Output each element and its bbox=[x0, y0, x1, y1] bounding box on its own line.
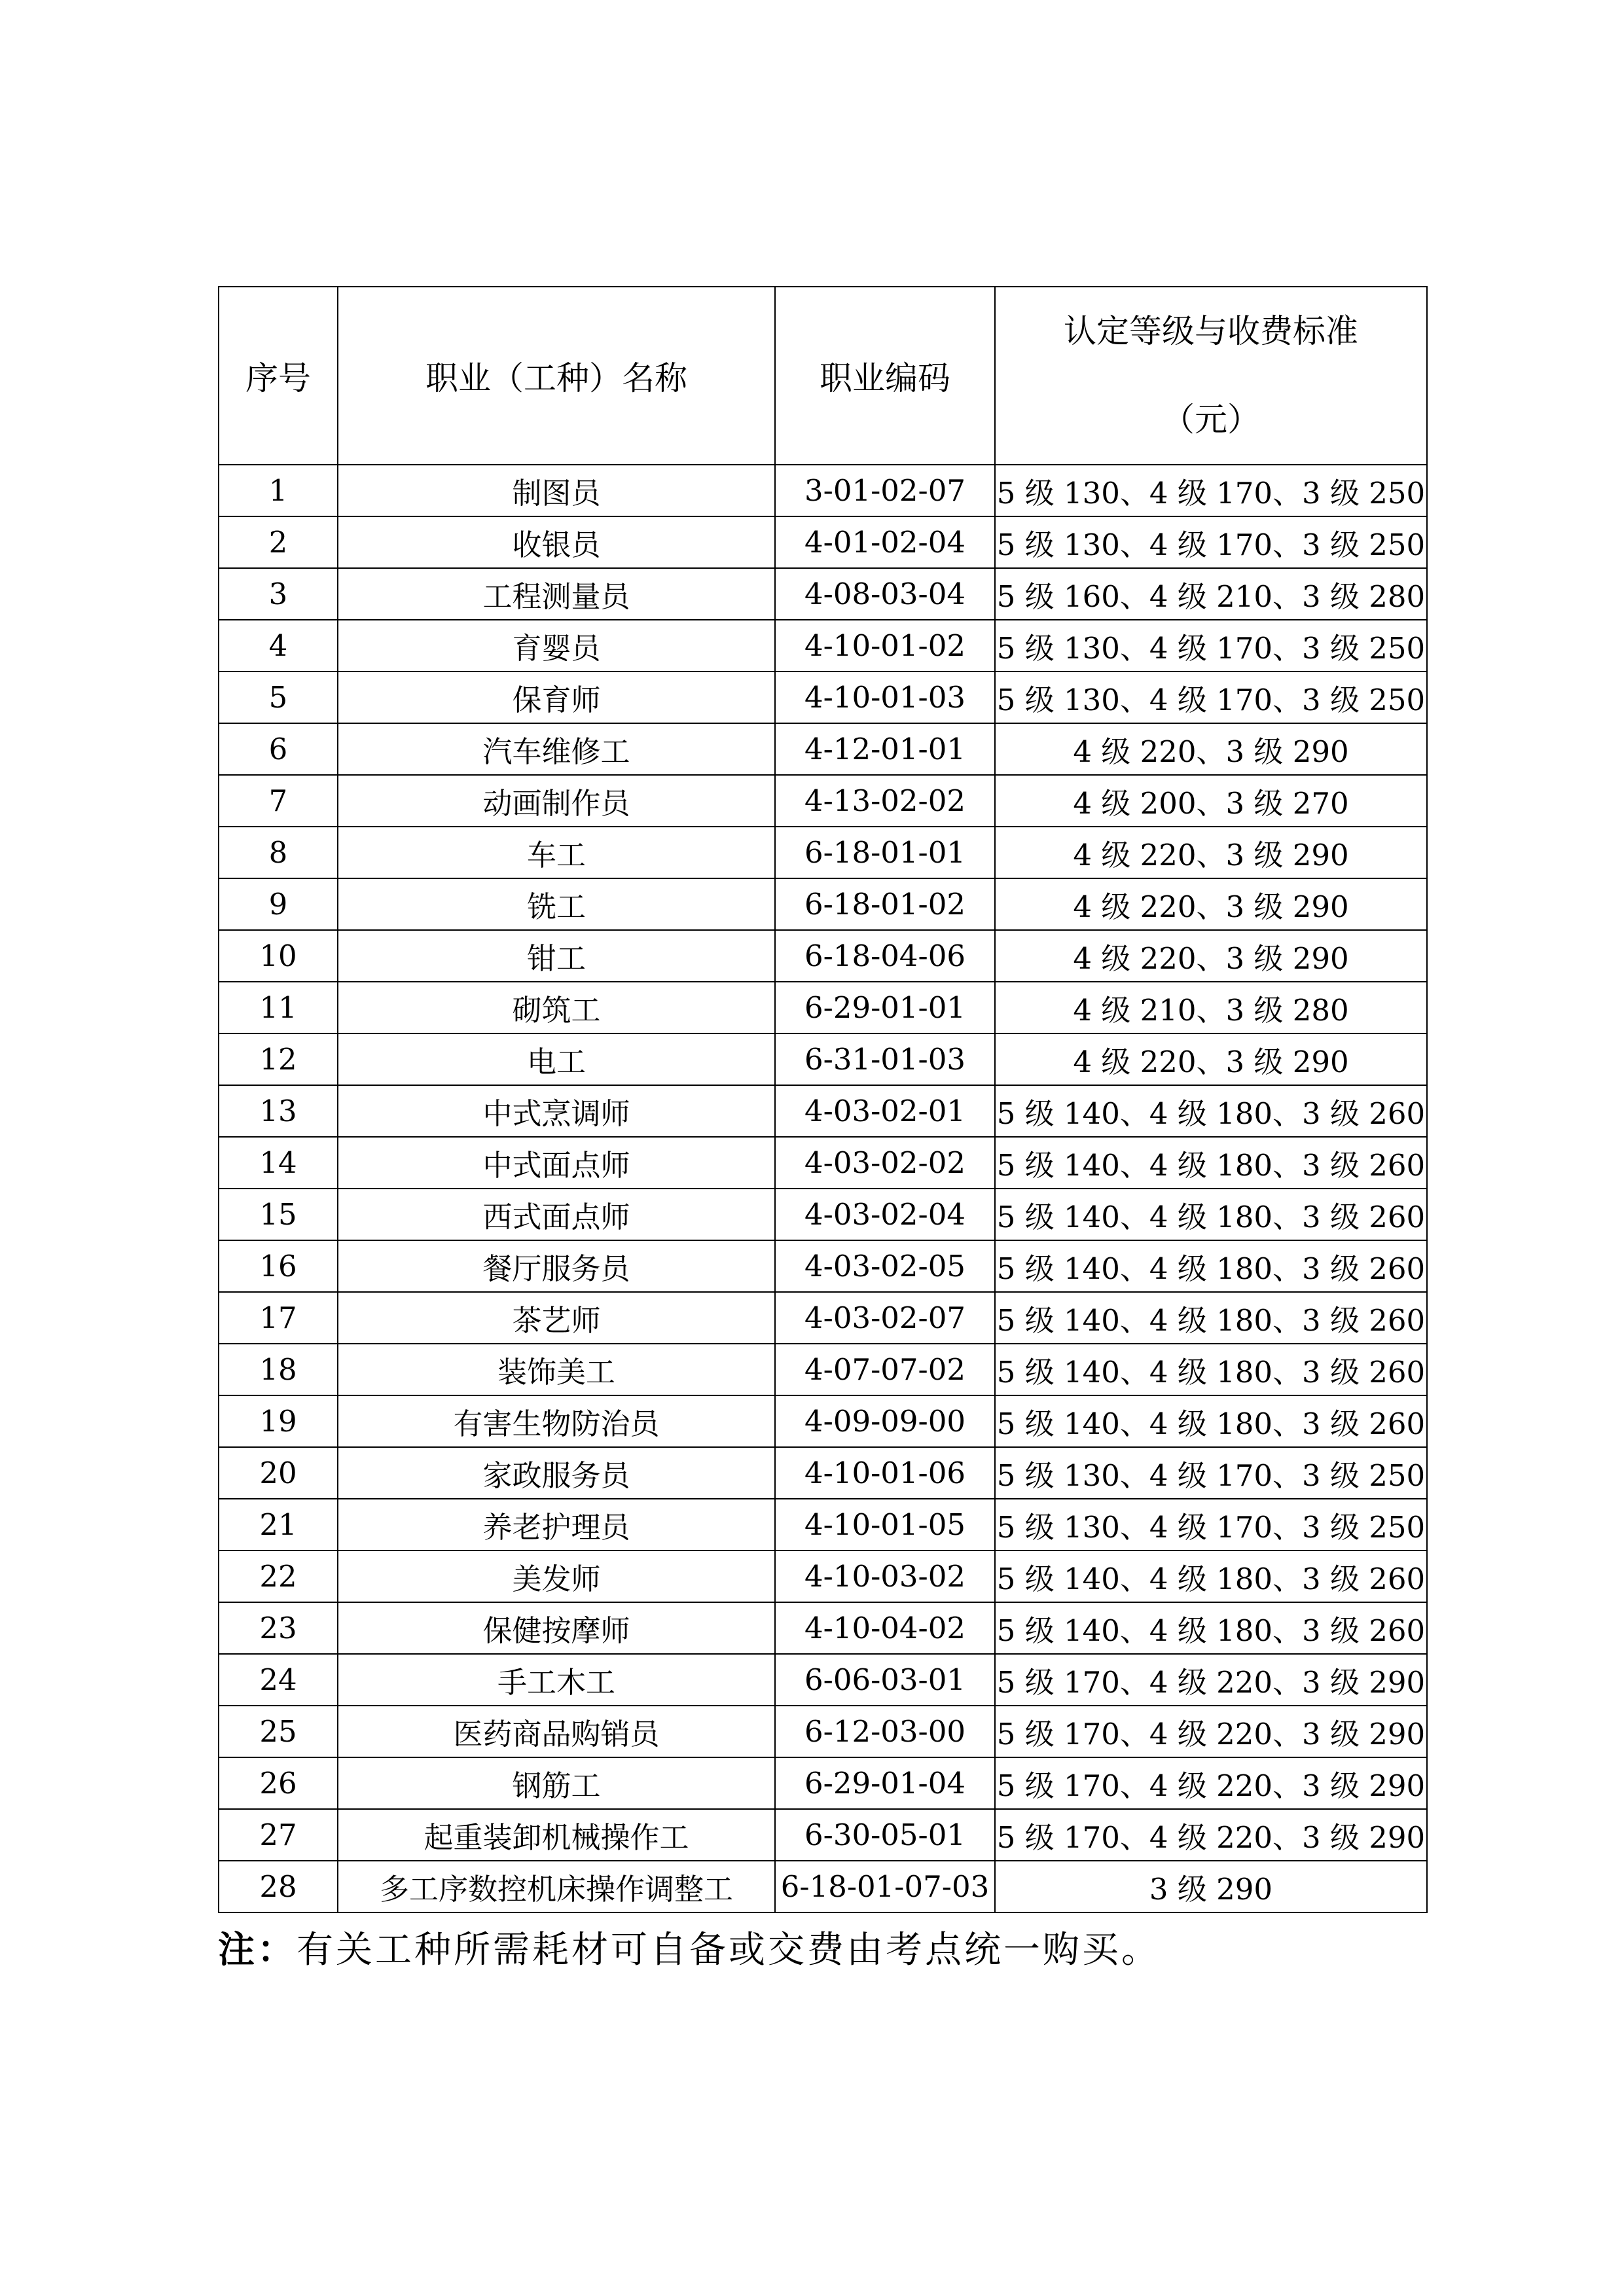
cell-occupation-name: 育婴员 bbox=[338, 620, 775, 672]
cell-no: 14 bbox=[219, 1137, 338, 1189]
header-occupation-name: 职业（工种）名称 bbox=[338, 287, 775, 465]
table-row bbox=[219, 775, 1427, 827]
table-row bbox=[219, 1447, 1427, 1499]
cell-occupation-code: 6-18-01-01 bbox=[775, 827, 995, 878]
cell-occupation-code: 4-08-03-04 bbox=[775, 568, 995, 620]
cell-occupation-name: 茶艺师 bbox=[338, 1292, 775, 1344]
table-row bbox=[219, 1085, 1427, 1137]
cell-occupation-code: 4-12-01-01 bbox=[775, 723, 995, 775]
cell-no: 21 bbox=[219, 1499, 338, 1551]
cell-no: 16 bbox=[219, 1240, 338, 1292]
cell-occupation-name: 钢筋工 bbox=[338, 1757, 775, 1809]
cell-fee: 5 级 140、4 级 180、3 级 260 bbox=[995, 1551, 1427, 1602]
header-fee-standard bbox=[995, 287, 1427, 465]
header-fee-line2: （元） bbox=[1162, 401, 1260, 439]
cell-occupation-name: 电工 bbox=[338, 1033, 775, 1085]
cell-occupation-code: 4-07-07-02 bbox=[775, 1344, 995, 1395]
cell-occupation-code: 4-03-02-07 bbox=[775, 1292, 995, 1344]
cell-fee: 5 级 170、4 级 220、3 级 290 bbox=[995, 1654, 1427, 1706]
cell-fee: 5 级 130、4 级 170、3 级 250 bbox=[995, 620, 1427, 672]
table-row bbox=[219, 620, 1427, 672]
cell-fee: 5 级 130、4 级 170、3 级 250 bbox=[995, 465, 1427, 516]
table-row bbox=[219, 465, 1427, 516]
cell-occupation-name: 砌筑工 bbox=[338, 982, 775, 1033]
cell-no: 4 bbox=[219, 620, 338, 672]
fee-table-container bbox=[218, 286, 1426, 1913]
table-row bbox=[219, 568, 1427, 620]
cell-fee: 5 级 140、4 级 180、3 级 260 bbox=[995, 1292, 1427, 1344]
cell-fee: 5 级 140、4 级 180、3 级 260 bbox=[995, 1395, 1427, 1447]
cell-no: 23 bbox=[219, 1602, 338, 1654]
cell-occupation-name: 手工木工 bbox=[338, 1654, 775, 1706]
cell-no: 22 bbox=[219, 1551, 338, 1602]
cell-occupation-name: 保健按摩师 bbox=[338, 1602, 775, 1654]
table-row bbox=[219, 1654, 1427, 1706]
cell-occupation-name: 家政服务员 bbox=[338, 1447, 775, 1499]
cell-fee: 5 级 130、4 级 170、3 级 250 bbox=[995, 1447, 1427, 1499]
cell-no: 13 bbox=[219, 1085, 338, 1137]
cell-occupation-name: 美发师 bbox=[338, 1551, 775, 1602]
cell-fee: 5 级 130、4 级 170、3 级 250 bbox=[995, 1499, 1427, 1551]
cell-no: 2 bbox=[219, 516, 338, 568]
cell-occupation-code: 6-29-01-04 bbox=[775, 1757, 995, 1809]
cell-fee: 4 级 220、3 级 290 bbox=[995, 878, 1427, 930]
cell-no: 19 bbox=[219, 1395, 338, 1447]
table-row bbox=[219, 930, 1427, 982]
cell-no: 27 bbox=[219, 1809, 338, 1861]
footnote-text: 有关工种所需耗材可自备或交费由考点统一购买。 bbox=[297, 1929, 1161, 1971]
cell-no: 26 bbox=[219, 1757, 338, 1809]
footnote-label: 注： bbox=[218, 1929, 297, 1971]
cell-fee: 5 级 160、4 级 210、3 级 280 bbox=[995, 568, 1427, 620]
cell-no: 6 bbox=[219, 723, 338, 775]
table-row bbox=[219, 1395, 1427, 1447]
table-row bbox=[219, 1137, 1427, 1189]
cell-fee: 5 级 140、4 级 180、3 级 260 bbox=[995, 1085, 1427, 1137]
cell-occupation-name: 动画制作员 bbox=[338, 775, 775, 827]
cell-occupation-code: 6-31-01-03 bbox=[775, 1033, 995, 1085]
cell-no: 8 bbox=[219, 827, 338, 878]
cell-no: 18 bbox=[219, 1344, 338, 1395]
cell-occupation-code: 6-18-04-06 bbox=[775, 930, 995, 982]
cell-fee: 3 级 290 bbox=[995, 1861, 1427, 1912]
header-occupation-code: 职业编码 bbox=[775, 287, 995, 465]
cell-no: 24 bbox=[219, 1654, 338, 1706]
cell-occupation-code: 6-18-01-02 bbox=[775, 878, 995, 930]
cell-occupation-name: 起重装卸机械操作工 bbox=[338, 1809, 775, 1861]
cell-occupation-code: 6-18-01-07-03 bbox=[775, 1861, 995, 1912]
cell-fee: 5 级 130、4 级 170、3 级 250 bbox=[995, 516, 1427, 568]
cell-fee: 4 级 220、3 级 290 bbox=[995, 1033, 1427, 1085]
cell-occupation-code: 4-03-02-01 bbox=[775, 1085, 995, 1137]
table-row bbox=[219, 723, 1427, 775]
table-row bbox=[219, 1551, 1427, 1602]
cell-occupation-code: 3-01-02-07 bbox=[775, 465, 995, 516]
cell-no: 9 bbox=[219, 878, 338, 930]
cell-occupation-name: 餐厅服务员 bbox=[338, 1240, 775, 1292]
cell-occupation-code: 4-03-02-05 bbox=[775, 1240, 995, 1292]
cell-fee: 4 级 220、3 级 290 bbox=[995, 827, 1427, 878]
cell-occupation-name: 西式面点师 bbox=[338, 1189, 775, 1240]
table-row bbox=[219, 1240, 1427, 1292]
cell-occupation-name: 汽车维修工 bbox=[338, 723, 775, 775]
cell-occupation-name: 制图员 bbox=[338, 465, 775, 516]
table-body bbox=[219, 465, 1427, 1912]
cell-no: 17 bbox=[219, 1292, 338, 1344]
cell-fee: 5 级 140、4 级 180、3 级 260 bbox=[995, 1137, 1427, 1189]
cell-occupation-code: 6-06-03-01 bbox=[775, 1654, 995, 1706]
cell-fee: 5 级 170、4 级 220、3 级 290 bbox=[995, 1809, 1427, 1861]
cell-occupation-name: 铣工 bbox=[338, 878, 775, 930]
cell-no: 7 bbox=[219, 775, 338, 827]
table-header-row bbox=[219, 287, 1427, 465]
cell-fee: 4 级 200、3 级 270 bbox=[995, 775, 1427, 827]
cell-no: 1 bbox=[219, 465, 338, 516]
cell-fee: 5 级 140、4 级 180、3 级 260 bbox=[995, 1344, 1427, 1395]
header-fee-line1: 认定等级与收费标准 bbox=[1064, 312, 1358, 350]
cell-occupation-name: 收银员 bbox=[338, 516, 775, 568]
cell-occupation-name: 工程测量员 bbox=[338, 568, 775, 620]
cell-occupation-code: 4-10-01-06 bbox=[775, 1447, 995, 1499]
cell-occupation-name: 装饰美工 bbox=[338, 1344, 775, 1395]
cell-occupation-name: 多工序数控机床操作调整工 bbox=[338, 1861, 775, 1912]
table-row bbox=[219, 1757, 1427, 1809]
cell-no: 15 bbox=[219, 1189, 338, 1240]
table-row bbox=[219, 1292, 1427, 1344]
table-row bbox=[219, 1602, 1427, 1654]
cell-occupation-code: 4-10-01-05 bbox=[775, 1499, 995, 1551]
cell-occupation-code: 4-10-04-02 bbox=[775, 1602, 995, 1654]
cell-occupation-code: 6-12-03-00 bbox=[775, 1706, 995, 1757]
cell-occupation-code: 4-03-02-04 bbox=[775, 1189, 995, 1240]
cell-occupation-name: 保育师 bbox=[338, 672, 775, 723]
cell-fee: 4 级 220、3 级 290 bbox=[995, 930, 1427, 982]
cell-occupation-name: 中式烹调师 bbox=[338, 1085, 775, 1137]
cell-fee: 5 级 140、4 级 180、3 级 260 bbox=[995, 1240, 1427, 1292]
cell-occupation-code: 4-10-01-03 bbox=[775, 672, 995, 723]
cell-occupation-code: 4-03-02-02 bbox=[775, 1137, 995, 1189]
cell-no: 28 bbox=[219, 1861, 338, 1912]
cell-fee: 5 级 170、4 级 220、3 级 290 bbox=[995, 1757, 1427, 1809]
cell-fee: 4 级 220、3 级 290 bbox=[995, 723, 1427, 775]
table-row bbox=[219, 827, 1427, 878]
table-row bbox=[219, 1033, 1427, 1085]
table-row bbox=[219, 878, 1427, 930]
cell-fee: 4 级 210、3 级 280 bbox=[995, 982, 1427, 1033]
footnote bbox=[218, 1921, 1161, 1973]
cell-occupation-name: 医药商品购销员 bbox=[338, 1706, 775, 1757]
cell-occupation-name: 养老护理员 bbox=[338, 1499, 775, 1551]
table-row bbox=[219, 1189, 1427, 1240]
cell-fee: 5 级 130、4 级 170、3 级 250 bbox=[995, 672, 1427, 723]
table-row bbox=[219, 672, 1427, 723]
cell-no: 5 bbox=[219, 672, 338, 723]
table-row bbox=[219, 1809, 1427, 1861]
table-row bbox=[219, 1344, 1427, 1395]
cell-occupation-code: 4-10-03-02 bbox=[775, 1551, 995, 1602]
cell-occupation-code: 6-29-01-01 bbox=[775, 982, 995, 1033]
cell-occupation-name: 有害生物防治员 bbox=[338, 1395, 775, 1447]
cell-no: 11 bbox=[219, 982, 338, 1033]
cell-no: 20 bbox=[219, 1447, 338, 1499]
cell-occupation-code: 6-30-05-01 bbox=[775, 1809, 995, 1861]
table-row bbox=[219, 1861, 1427, 1912]
cell-occupation-name: 钳工 bbox=[338, 930, 775, 982]
table-row bbox=[219, 982, 1427, 1033]
fee-table bbox=[218, 286, 1428, 1913]
header-no: 序号 bbox=[219, 287, 338, 465]
table-row bbox=[219, 516, 1427, 568]
cell-occupation-code: 4-10-01-02 bbox=[775, 620, 995, 672]
cell-no: 10 bbox=[219, 930, 338, 982]
cell-no: 25 bbox=[219, 1706, 338, 1757]
cell-occupation-code: 4-01-02-04 bbox=[775, 516, 995, 568]
cell-no: 3 bbox=[219, 568, 338, 620]
table-row bbox=[219, 1706, 1427, 1757]
cell-occupation-name: 中式面点师 bbox=[338, 1137, 775, 1189]
cell-fee: 5 级 140、4 级 180、3 级 260 bbox=[995, 1602, 1427, 1654]
table-row bbox=[219, 1499, 1427, 1551]
cell-no: 12 bbox=[219, 1033, 338, 1085]
cell-occupation-code: 4-13-02-02 bbox=[775, 775, 995, 827]
cell-occupation-code: 4-09-09-00 bbox=[775, 1395, 995, 1447]
cell-fee: 5 级 170、4 级 220、3 级 290 bbox=[995, 1706, 1427, 1757]
cell-fee: 5 级 140、4 级 180、3 级 260 bbox=[995, 1189, 1427, 1240]
cell-occupation-name: 车工 bbox=[338, 827, 775, 878]
